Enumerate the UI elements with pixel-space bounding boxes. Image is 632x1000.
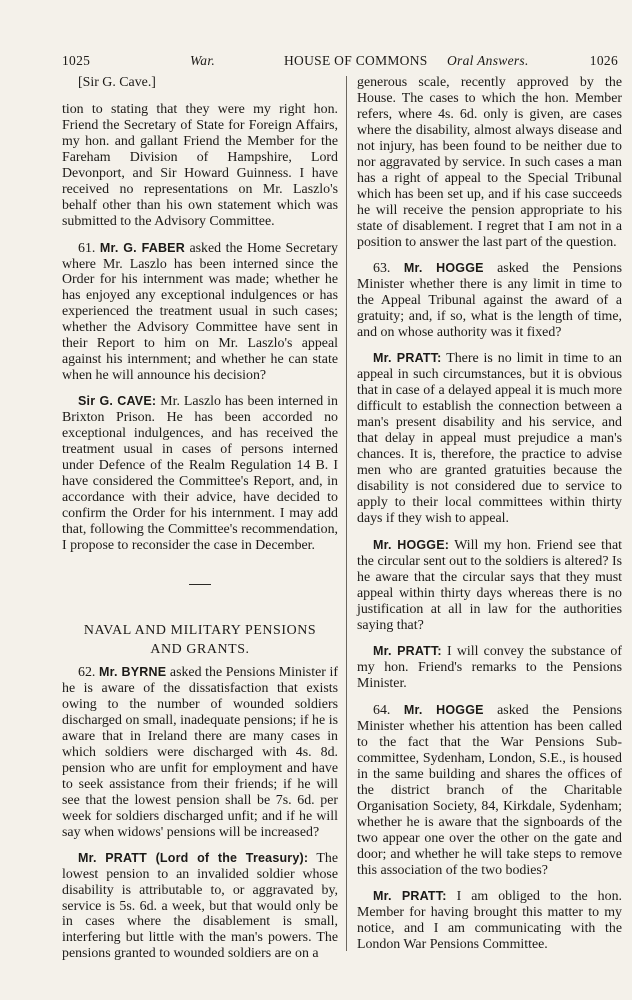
continued-answer: tion to stating that they were my right hon. Friend the Secretary of State for Foreign Affairs, my hon. and gallant Friend the Member for the Fareham Division of Hampshire, Lord Devonport, and Sir Howard Guinness. I have received no representations on Mr. Laszlo's behalf other than his own statement which was submitted to the Advisory Committee.: [62, 101, 338, 229]
topic-label: War.: [190, 53, 216, 68]
left-column-number: 1025: [62, 53, 91, 68]
answer-text: I will convey the substance of my hon. Friend's remarks to the Pensions Minister.: [357, 644, 622, 692]
right-column-number: 1026: [589, 53, 618, 68]
heading-line-1: NAVAL AND MILITARY PENSIONS: [83, 623, 317, 639]
left-column: [62, 75, 338, 973]
speaker-continuation: [Sir G. Cave.]: [78, 75, 156, 90]
answer-64: [357, 889, 622, 953]
supplementary-answer: [357, 644, 622, 692]
page-header: [62, 53, 618, 73]
section-divider: [189, 584, 211, 586]
speaker-name: Mr. HOGGE: [403, 703, 484, 718]
speaker-name: Mr. HOGGE: [403, 261, 484, 276]
question-number: 62.: [78, 665, 96, 681]
heading-line-2: AND GRANTS.: [150, 642, 250, 658]
speaker-name: Mr. G. FABER: [99, 240, 185, 255]
question-number: 63.: [373, 261, 391, 277]
question-64: [357, 703, 622, 878]
answer-63: [357, 351, 622, 526]
question-number: 61.: [78, 240, 96, 256]
answer-text: There is no limit in time to an appeal in such circumstances, but it is obvious that in case of a delayed appeal it is much more difficult to establish the connection between a man's present disability and his service, and that delay in appeal must prejudice a man's chances. It is, therefore, the practice to advise men who are granted gratuities because the disability is not considered due to service to apply to their local committees within thirty days if they wish to appeal.: [357, 351, 622, 526]
speaker-name: Mr. PRATT:: [373, 644, 442, 659]
house-title: HOUSE OF COMMONS: [284, 53, 428, 68]
question-63: [357, 261, 622, 341]
section-label: Oral Answers.: [447, 53, 529, 68]
question-text: asked the Pensions Minister whether his attention has been called to the fact that the War Pensions Sub-committee, Sydenham, London, S.E., is housed in the same building and shares the offices of the district branch of the Charitable Organisation Society, 84, Kirkdale, Sydenham; whether he is aware that the signboards of the two appear one over the other on the gate and door; and whether he will take steps to remove this association of the two bodies?: [357, 703, 622, 878]
answer-text: Mr. Laszlo has been interned in Brixton Prison. He has been accorded no exceptional indulgences, and has received the treatment usual in cases of persons interned under Defence of the Realm Regulation 14 B. I have considered the Committee's Report, and, in accordance with their advice, have decided to confirm the Order for his internment. I may add that, following the Committee's recommendation, I propose to reconsider the case in December.: [62, 394, 338, 553]
answer-62: [62, 851, 338, 963]
speaker-name: Mr. BYRNE: [99, 665, 167, 680]
right-column: [357, 75, 622, 964]
speaker-name: Mr. PRATT (Lord of the Treasury):: [78, 850, 309, 865]
answer-text: I am obliged to the hon. Member for having brought this matter to my notice, and I am communicating with the London War Pensions Committee.: [357, 888, 622, 952]
column-divider: [346, 76, 347, 951]
speaker-name: Mr. HOGGE:: [373, 537, 450, 552]
section-heading: [62, 621, 338, 659]
answer-61: [62, 394, 338, 554]
question-61: [62, 241, 338, 385]
question-text: asked the Home Secretary where Mr. Laszlo has been interned since the Order for his internment was made; whether he has enjoyed any exceptional indulgences or has experienced the treatment usual in such cases; whether the Advisory Committee have sent in their Report to him on Mr. Laszlo's appeal against his internment; and whether he can state when he will announce his decision?: [62, 240, 338, 384]
supplementary-question: [357, 538, 622, 634]
question-number: 64.: [373, 703, 391, 719]
speaker-name: Mr. PRATT:: [373, 888, 447, 903]
question-62: [62, 665, 338, 840]
speaker-name: Sir G. CAVE:: [78, 394, 157, 409]
question-text: Will my hon. Friend see that the circular sent out to the soldiers is altered? Is he aware that the circular says that they must appeal within thirty days whereas there is no justification at all in law for the authorities saying that?: [357, 537, 622, 633]
answer-text: The lowest pension to an invalided soldier whose disability is attributable to, or aggravated by, service is 5s. 6d. a week, but that would only be in cases where the disablement is small, interfering but little with the man's powers. The pensions granted to wounded soldiers are on a: [62, 850, 338, 962]
continued-answer: generous scale, recently approved by the House. The cases to which the hon. Member refers, where 4s. 6d. only is given, are cases where the disability, almost always disease and not injury, has been found to be neither due to nor aggravated by service. In such cases a man has a right of appeal to the Special Tribunal which has been set up, and if his case succeeds he will receive the pension appropriate to his state of disablement. I regret that I am not in a position to answer the last part of the question.: [357, 75, 622, 250]
question-text: asked the Pensions Minister if he is aware of the dissatisfaction that exists owing to the number of wounded soldiers discharged on small, inadequate pensions; if he is aware that in Ireland there are many cases in which soldiers were discharged with 4s. 8d. pension who are unfit for employment and have to seek assistance from their friends; if he will see that the lowest pension shall be 7s. 6d. per week for soldiers discharged unfit; and if he will say when widows' pensions will be increased?: [62, 665, 338, 840]
question-text: asked the Pensions Minister whether there is any limit in time to the Appeal Tribunal against the award of a gratuity; and, if so, what is the length of time, and on whose authority was it fixed?: [357, 261, 622, 341]
speaker-name: Mr. PRATT:: [373, 351, 442, 366]
